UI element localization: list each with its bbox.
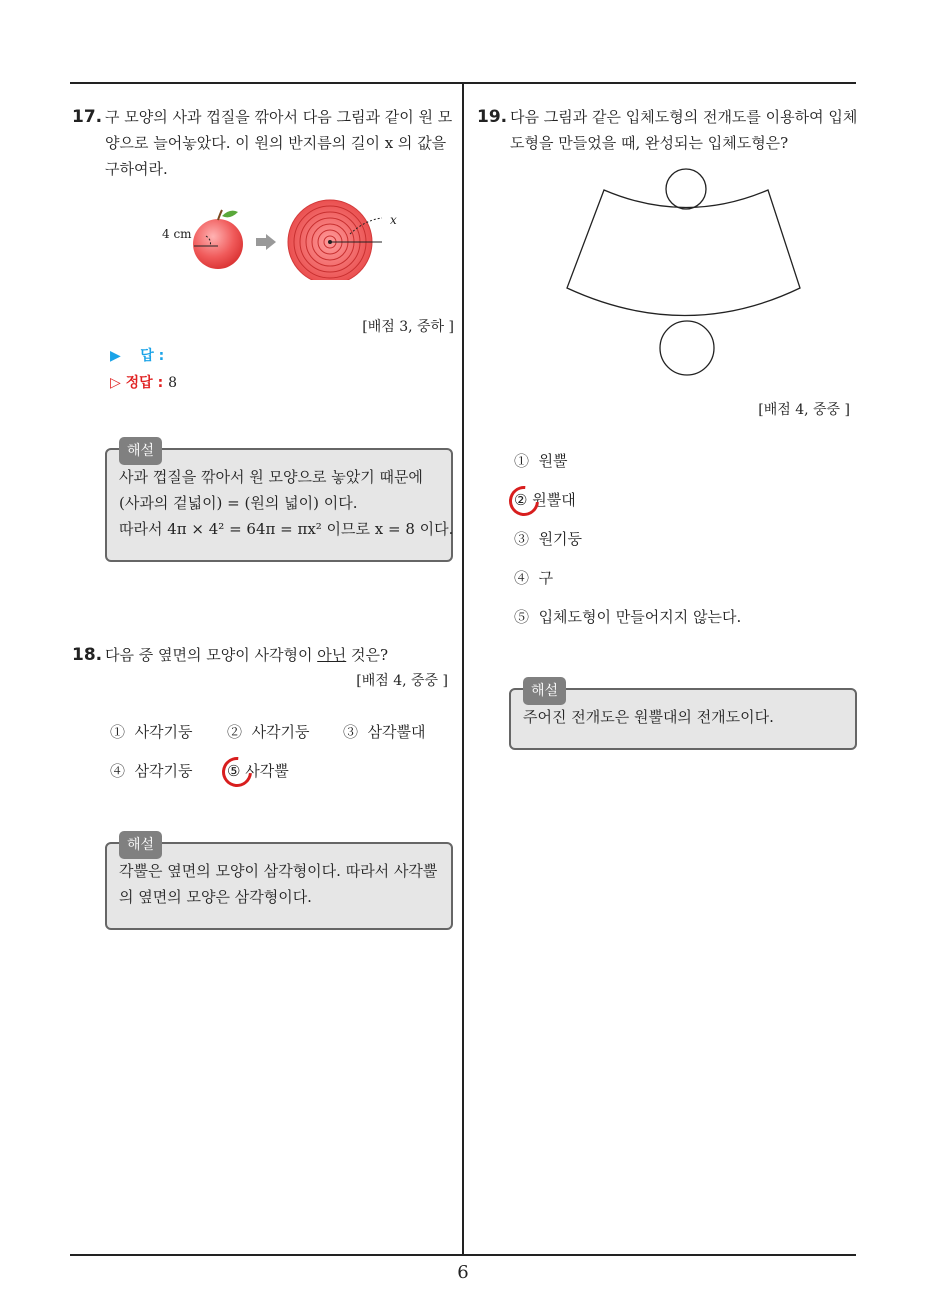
correct-answer-label: 정답 : [125,375,164,391]
explanation-line: 각뿔은 옆면의 모양이 삼각형이다. 따라서 사각뿔 [119,862,438,880]
explanation-line: 의 옆면의 모양은 삼각형이다. [119,888,312,906]
apple-radius-label: 4 cm [162,227,192,241]
choice-4[interactable] [514,567,553,588]
explanation-box [105,837,453,930]
choice-marker: ⑤ [514,608,530,626]
play-icon: ▶ [110,348,121,364]
question-text [105,104,457,182]
choice-marker: ③ [514,530,530,548]
choice-label: 구 [538,569,554,587]
apple-icon [193,210,243,269]
question-text-part: 것은? [346,646,388,664]
answer-label: 답 : [140,348,165,364]
peel-disk-icon [288,200,382,280]
play-outline-icon: ▷ [110,375,121,391]
question-number: 19. [477,107,508,127]
choice-label: 원뿔 [538,452,568,470]
question-line: 양으로 늘어놓았다. 이 원의 반지름의 길이 x 의 값을 [105,134,447,152]
question-line: 구하여라. [105,160,168,178]
explanation-line: 주어진 전개도은 원뿔대의 전개도이다. [523,708,774,726]
choice-2[interactable] [514,489,576,510]
choice-marker: ② [227,723,243,741]
question-18 [72,642,457,668]
question-line: 구 모양의 사과 껍질을 깎아서 다음 그림과 같이 원 모 [105,108,453,126]
arrow-right-icon [256,234,276,250]
choice-label: 사각기둥 [134,723,193,741]
explanation-box [509,683,857,750]
choice-label: 사각기둥 [251,723,310,741]
top-circle-icon [666,169,706,209]
question-text [510,104,862,156]
choice-label: 삼각뿔대 [367,723,426,741]
choice-2[interactable] [227,721,310,742]
score-label: [배점 4, 중중 ] [356,673,448,689]
explanation-line: (사과의 겉넓이) = (원의 넓이) 이다. [119,494,358,512]
question-17 [72,104,457,182]
choice-4[interactable] [110,760,193,781]
column-divider [462,83,464,1255]
choice-marker: ④ [514,569,530,587]
frustum-net-figure [560,165,810,380]
question-line: 도형을 만들었을 때, 완성되는 입체도형은? [510,134,789,152]
choice-marker: ① [110,723,126,741]
choice-marker: ① [514,452,530,470]
bottom-rule [70,1254,856,1256]
choice-5[interactable] [514,606,741,627]
choice-label: 삼각기둥 [134,762,193,780]
question-text-part: 다음 중 옆면의 모양이 사각형이 [105,646,318,664]
choice-marker: ③ [343,723,359,741]
explanation-line: 사과 껍질을 깎아서 원 모양으로 놓았기 때문에 [119,468,423,486]
question-line: 다음 그림과 같은 입체도형의 전개도를 이용하여 입체 [510,108,858,126]
question-19 [477,104,862,156]
choice-marker: ② [514,491,528,509]
page-number: 6 [457,1262,469,1283]
choice-5[interactable] [227,760,289,781]
choice-label: 원뿔대 [532,491,576,509]
choice-3[interactable] [514,528,582,549]
explanation-box [105,443,454,562]
question-text-underlined: 아닌 [317,646,347,664]
apple-peel-figure [150,190,410,280]
choice-1[interactable] [110,721,193,742]
answer-circle-mark [216,751,258,793]
disk-radius-label: x [390,213,397,227]
correct-answer-value: 8 [168,375,177,391]
question-number: 17. [72,107,103,127]
question-number: 18. [72,645,103,665]
choice-3[interactable] [343,721,426,742]
choice-1[interactable] [514,450,568,471]
score-label: [배점 3, 중하 ] [362,319,454,335]
explanation-tag: 해설 [119,831,162,859]
choice-label: 사각뿔 [245,762,289,780]
explanation-tag: 해설 [119,437,162,465]
explanation-line: 따라서 4π × 4² = 64π = πx² 이므로 x = 8 이다. [119,520,454,538]
question-text [105,642,457,668]
explanation-tag: 해설 [523,677,566,705]
score-label: [배점 4, 중중 ] [758,402,850,418]
answer-circle-mark [503,480,545,522]
answer-line [110,345,164,365]
choice-marker: ④ [110,762,126,780]
choice-label: 원기둥 [538,530,583,548]
choice-label: 입체도형이 만들어지지 않는다. [538,608,742,626]
bottom-circle-icon [660,321,714,375]
choice-marker: ⑤ [227,762,241,780]
correct-answer-line [110,372,177,392]
